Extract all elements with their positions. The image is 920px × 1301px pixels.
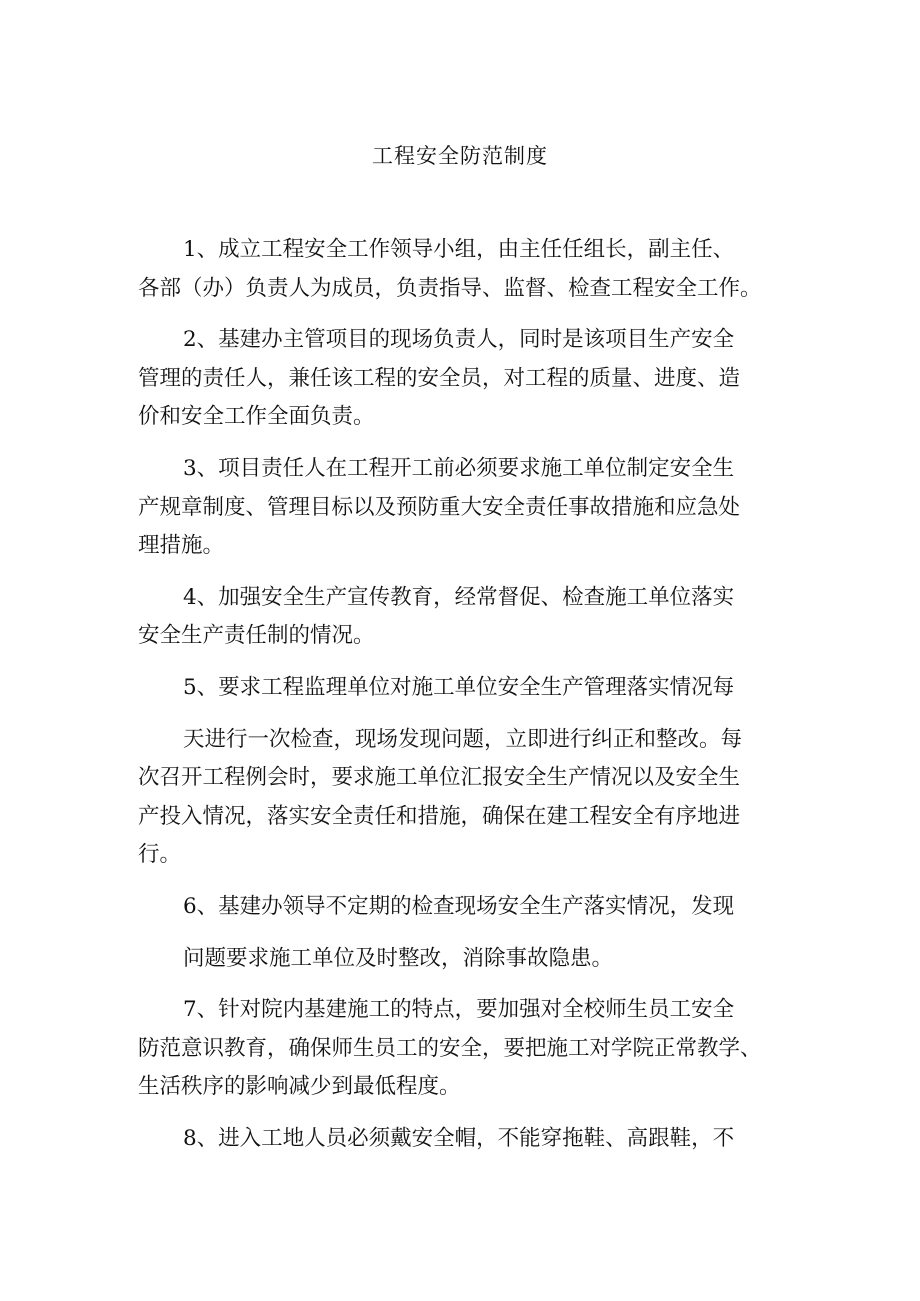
document-body xyxy=(138,231,786,1158)
paragraph-5-line-3: 次召开工程例会时，要求施工单位汇报安全生产情况以及安全生 xyxy=(138,765,741,791)
paragraph-6-line-1: 6、基建办领导不定期的检查现场安全生产落实情况，发现 xyxy=(183,893,735,919)
paragraph-5-line-1: 5、要求工程监理单位对施工单位安全生产管理落实情况每 xyxy=(183,674,735,700)
paragraph-7-line-3: 生活秩序的影响减少到最低程度。 xyxy=(138,1074,461,1100)
paragraph-2-line-3: 价和安全工作全面负责。 xyxy=(138,404,375,430)
paragraph-3-line-3: 理措施。 xyxy=(138,533,225,559)
paragraph-4-line-2: 安全生产责任制的情况。 xyxy=(138,623,375,649)
paragraph-4-line-1: 4、加强安全生产宣传教育，经常督促、检查施工单位落实 xyxy=(183,584,735,610)
paragraph-6-line-2: 问题要求施工单位及时整改，消除事故隐患。 xyxy=(183,945,614,971)
paragraph-2-line-1: 2、基建办主管项目的现场负责人，同时是该项目生产安全 xyxy=(183,327,735,353)
paragraph-7-line-1: 7、针对院内基建施工的特点，要加强对全校师生员工安全 xyxy=(183,997,735,1023)
paragraph-7-line-2: 防范意识教育，确保师生员工的安全，要把施工对学院正常教学、 xyxy=(138,1035,762,1061)
paragraph-3-line-1: 3、项目责任人在工程开工前必须要求施工单位制定安全生 xyxy=(183,455,735,481)
paragraph-5-line-4: 产投入情况，落实安全责任和措施，确保在建工程安全有序地进 xyxy=(138,803,741,829)
paragraph-8-line-1: 8、进入工地人员必须戴安全帽，不能穿拖鞋、高跟鞋，不 xyxy=(183,1125,735,1151)
paragraph-1-line-1: 1、成立工程安全工作领导小组，由主任任组长，副主任、 xyxy=(183,237,735,262)
paragraph-5-line-5: 行。 xyxy=(138,842,182,868)
paragraph-1-line-2: 各部（办）负责人为成员，负责指导、监督、检查工程安全工作。 xyxy=(138,275,762,301)
paragraph-2-line-2: 管理的责任人，兼任该工程的安全员，对工程的质量、进度、造 xyxy=(138,365,741,391)
paragraph-3-line-2: 产规章制度、管理目标以及预防重大安全责任事故措施和应急处 xyxy=(138,494,741,520)
paragraph-5-line-2: 天进行一次检查，现场发现问题，立即进行纠正和整改。每 xyxy=(183,726,743,752)
document-title: 工程安全防范制度 xyxy=(372,144,548,168)
